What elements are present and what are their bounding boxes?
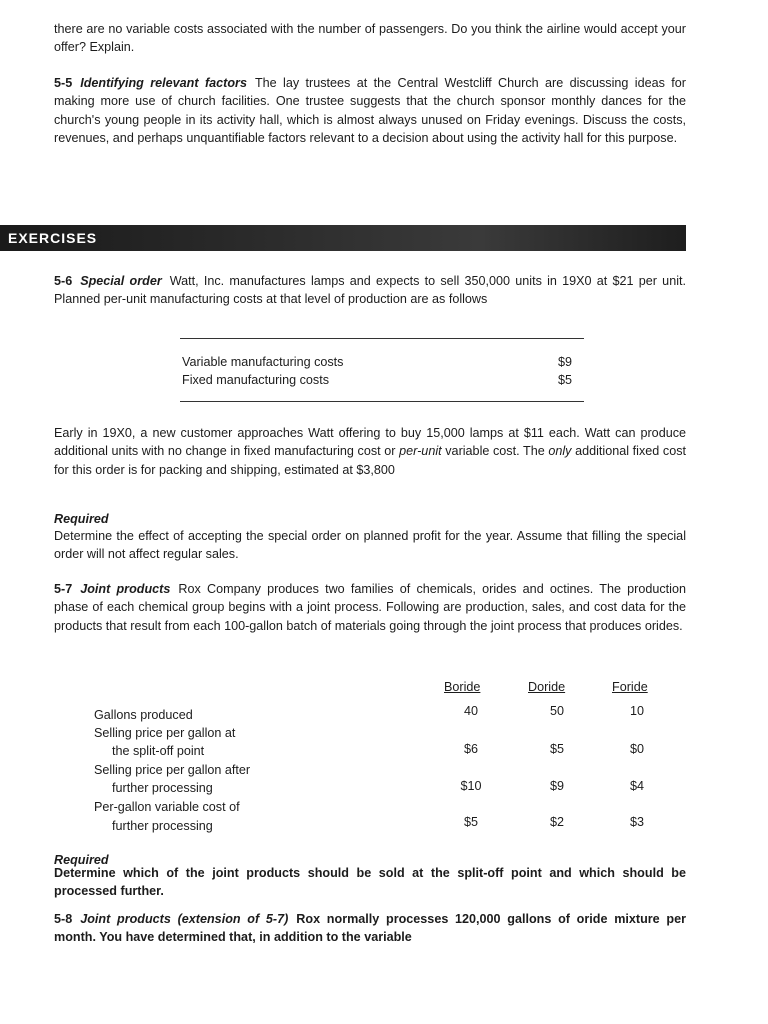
continued-paragraph bbox=[54, 20, 686, 57]
required-heading: Required bbox=[54, 853, 109, 867]
body-text: variable cost. The bbox=[441, 444, 549, 459]
table-cell: 40 bbox=[463, 704, 478, 718]
problem-body: Watt, Inc. manufactures lamps and expects to sell 350,000 units in 19X0 at $21 per unit. Planned per-unit manufacturing costs at that level of production are as follows bbox=[54, 274, 686, 307]
problem-title: Identifying relevant factors bbox=[80, 76, 247, 90]
problem-number: 5-7 bbox=[54, 582, 73, 596]
row-label: further processing bbox=[112, 781, 213, 795]
cost-value: $5 bbox=[557, 373, 572, 387]
problem-5-6 bbox=[54, 272, 686, 309]
problem-title: Special order bbox=[80, 274, 162, 288]
body-text: additional fixed cost for this order is for packing and shipping, estimated at $3,800 bbox=[54, 444, 687, 477]
cost-value: $9 bbox=[557, 355, 572, 369]
table-cell: $2 bbox=[549, 815, 564, 829]
table-cell: $10 bbox=[460, 779, 482, 793]
cost-label: Fixed manufacturing costs bbox=[182, 373, 329, 387]
problem-title: Joint products bbox=[80, 582, 171, 596]
row-label: further processing bbox=[112, 819, 213, 833]
problem-number: 5-8 bbox=[54, 912, 73, 926]
cost-table bbox=[180, 338, 584, 402]
section-heading-bar bbox=[0, 225, 686, 251]
table-cell: 50 bbox=[549, 704, 564, 718]
required-text: Determine which of the joint products should be sold at the split-off point and which should be processed further. bbox=[54, 866, 686, 899]
table-cell: $0 bbox=[629, 742, 644, 756]
row-label: Gallons produced bbox=[94, 708, 193, 722]
problem-number: 5-6 bbox=[54, 274, 73, 288]
cost-row bbox=[180, 371, 584, 389]
table-cell: $6 bbox=[463, 742, 478, 756]
column-header: Foride bbox=[612, 680, 648, 694]
problem-5-8 bbox=[54, 910, 686, 947]
continued-text: there are no variable costs associated with the number of passengers. Do you think the airline would accept your offer? Explain. bbox=[54, 22, 686, 55]
table-cell: $5 bbox=[549, 742, 564, 756]
problem-5-7 bbox=[54, 580, 686, 635]
section-heading: EXERCISES bbox=[8, 230, 98, 246]
cost-label: Variable manufacturing costs bbox=[182, 355, 344, 369]
emphasis-text: only bbox=[548, 444, 572, 459]
required-heading: Required bbox=[54, 512, 109, 526]
problem-title: Joint products (extension of 5-7) bbox=[80, 912, 289, 926]
problem-number: 5-5 bbox=[54, 76, 73, 90]
problem-body: Rox Company produces two families of chemicals, orides and octines. The production phase of each chemical group begins with a joint process. Following are production, sales, and cost data for the products that result from each 100-gallon batch of materials going through the joint process that produces orides. bbox=[54, 582, 686, 633]
problem-5-5 bbox=[54, 74, 686, 148]
row-label: Per-gallon variable cost of bbox=[94, 800, 240, 814]
row-label: Selling price per gallon at bbox=[94, 726, 236, 740]
table-cell: $5 bbox=[463, 815, 478, 829]
problem-5-6-continued bbox=[54, 424, 686, 479]
table-cell: $4 bbox=[629, 779, 644, 793]
table-cell: 10 bbox=[629, 704, 644, 718]
column-header: Boride bbox=[444, 680, 481, 694]
required-text: Determine the effect of accepting the special order on planned profit for the year. Assume that filling the special order will not affect regular sales. bbox=[54, 529, 686, 562]
table-cell: $3 bbox=[629, 815, 644, 829]
emphasis-text: per-unit bbox=[399, 444, 442, 459]
problem-body: Rox normally processes 120,000 gallons of oride mixture per month. You have determined that, in addition to the variable bbox=[54, 912, 686, 945]
problem-body: The lay trustees at the Central Westcliff Church are discussing ideas for making more use of church facilities. One trustee suggests that the church sponsor monthly dances for the church's young people in its activity hall, which is almost always unused on Friday evenings. Discuss the costs, revenues, and perhaps unquantifiable factors relevant to a decision about using the activity hall for this purpose. bbox=[54, 76, 686, 146]
row-label: the split-off point bbox=[112, 744, 205, 758]
row-label: Selling price per gallon after bbox=[94, 763, 251, 777]
table-cell: $9 bbox=[549, 779, 564, 793]
cost-row bbox=[180, 353, 584, 371]
body-text: Early in 19X0, a new customer approaches Watt offering to buy 15,000 lamps at $11 each. Watt can produce additional units with no change in fixed manufacturing cost or bbox=[54, 426, 686, 459]
column-header: Doride bbox=[528, 680, 566, 694]
